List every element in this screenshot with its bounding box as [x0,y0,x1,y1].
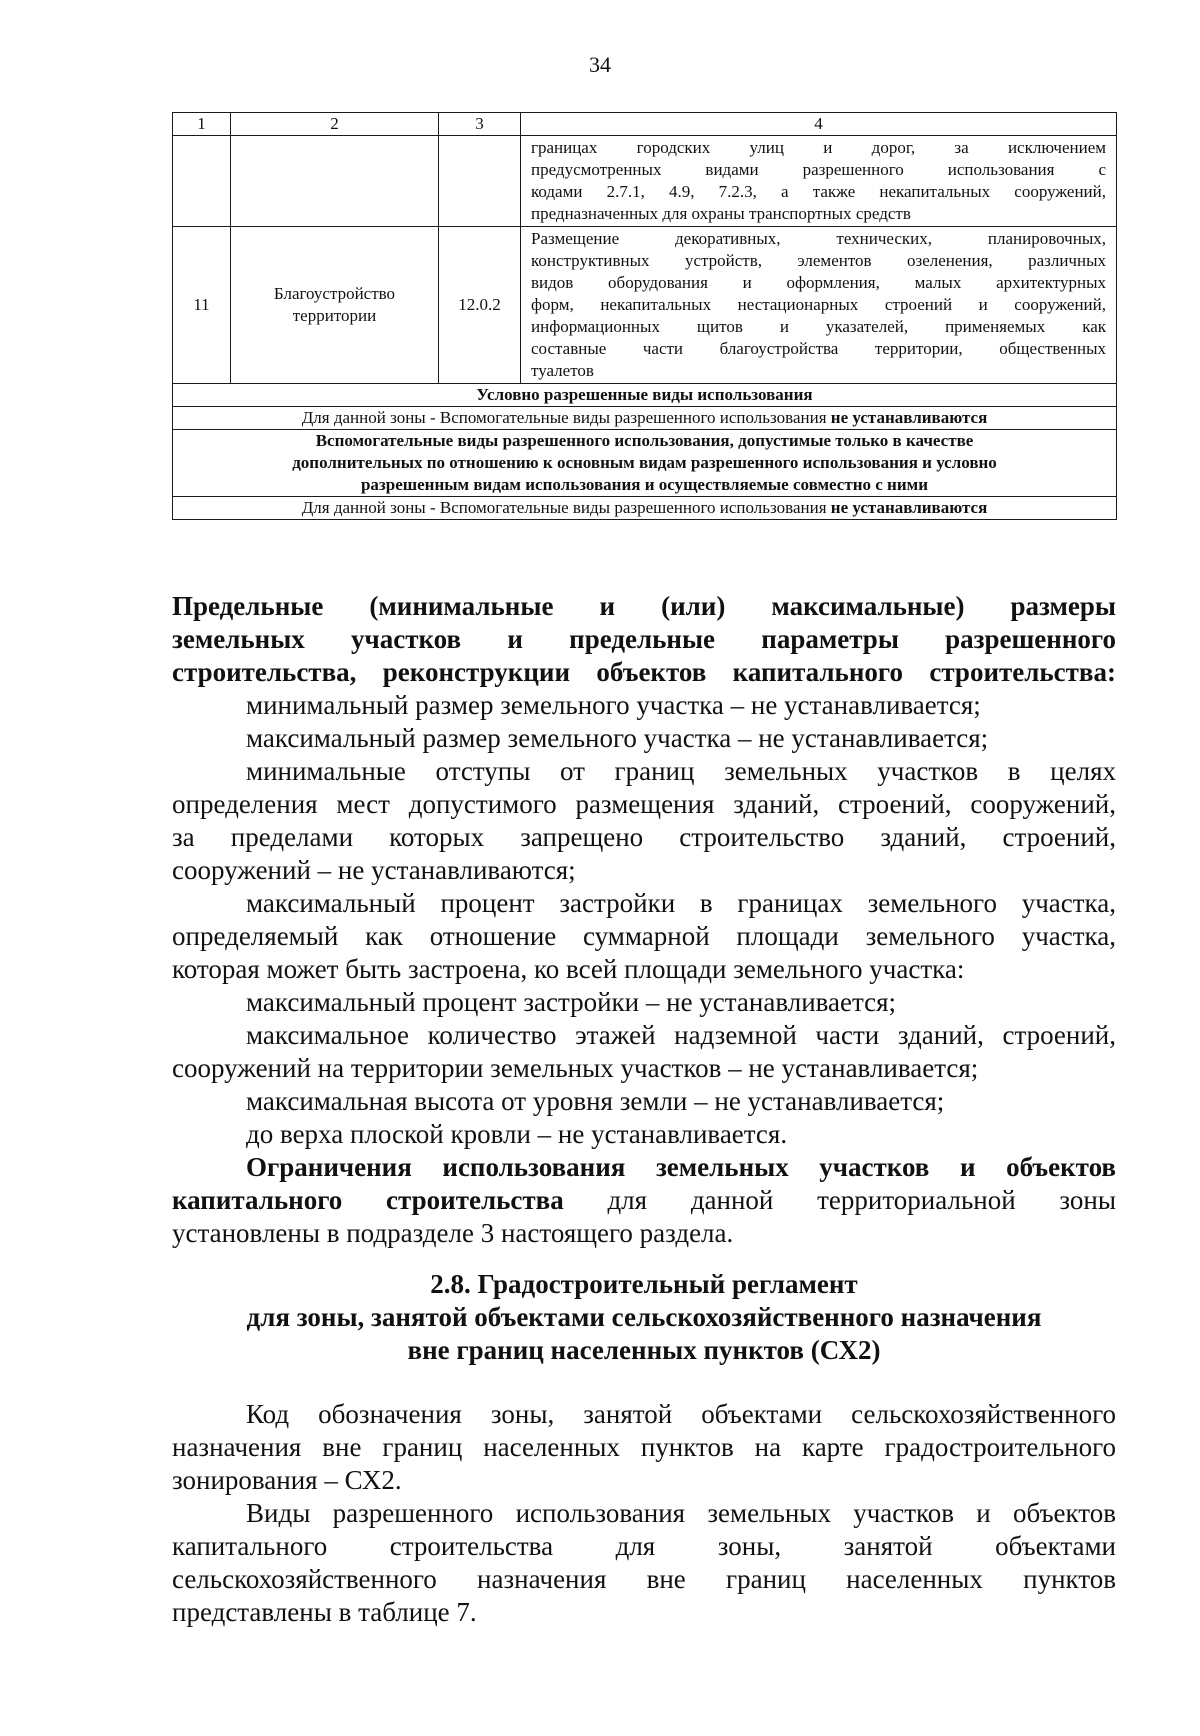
note-emphasis: не устанавливаются [830,498,988,517]
desc-line: составные части благоустройства территории, общественных [531,339,1106,358]
cell-description [521,227,1117,384]
zone-code-line: Код обозначения зоны, занятой объектами сельскохозяйственного [246,1399,1116,1429]
desc-line: видов оборудования и оформления, малых архитектурных [531,273,1106,292]
setbacks-line: минимальные отступы от границ земельных участков в целях [246,756,1116,786]
zone-code-line: назначения вне границ населенных пунктов на карте градостроительного [172,1432,1116,1462]
coverage-line: которая может быть застроена, ко всей площади земельного участка: [172,954,965,984]
table-row-conditional-note [173,407,1117,430]
table-row-conditional-heading [173,384,1117,407]
limits-heading-line: строительства, реконструкции объектов капитального строительства: [172,657,1116,687]
auxiliary-note [173,497,1117,520]
desc-line: предусмотренных видами разрешенного использования с [531,160,1106,179]
table-header-row [173,113,1117,136]
desc-line: кодами 2.7.1, 4.9, 7.2.3, а также некапитальных сооружений, [531,182,1106,201]
header-col-4: 4 [521,113,1117,136]
cell-empty [173,136,231,227]
restrictions-emphasis: капитального строительства [172,1185,564,1215]
table-row-continued [173,136,1117,227]
floors-line: сооружений на территории земельных участков – не устанавливается; [172,1053,979,1083]
page-number: 34 [589,52,611,77]
cell-empty [439,136,521,227]
zone-code-line: зонирования – СХ2. [172,1465,402,1495]
auxiliary-heading-line: Вспомогательные виды разрешенного использования, допустимые только в качестве [315,431,974,450]
cell-use-code: 12.0.2 [439,227,521,384]
desc-line: Размещение декоративных, технических, планировочных, [531,229,1106,248]
usage-types-line: Виды разрешенного использования земельных участков и объектов [246,1498,1116,1528]
conditional-note [173,407,1117,430]
coverage-value: максимальный процент застройки – не устанавливается; [246,987,897,1017]
desc-line: информационных щитов и указателей, применяемых как [531,317,1106,336]
header-col-3: 3 [439,113,521,136]
section-title-line: вне границ населенных пунктов (СХ2) [407,1335,881,1365]
coverage-line: определяемый как отношение суммарной площади земельного участка, [172,921,1116,951]
height-value: максимальная высота от уровня земли – не устанавливается; [246,1086,945,1116]
use-name-line: территории [292,306,377,325]
setbacks-line: сооружений – не устанавливаются; [172,855,576,885]
use-name-line: Благоустройство [273,284,396,303]
setbacks-line: за пределами которых запрещено строительство зданий, строений, [172,822,1116,852]
restrictions-text: для данной территориальной зоны [563,1185,1116,1215]
note-text: Для данной зоны - Вспомогательные виды разрешенного использования [301,408,831,427]
section-title [172,1268,1116,1367]
usage-types-line: сельскохозяйственного назначения вне границ населенных пунктов [172,1564,1116,1594]
cell-use-name [231,227,439,384]
setbacks-line: определения мест допустимого размещения зданий, строений, сооружений, [172,789,1116,819]
table-row-11 [173,227,1117,384]
limits-heading-line: Предельные (минимальные и (или) максимальные) размеры [172,591,1116,621]
limits-heading-line: земельных участков и предельные параметры разрешенного [172,624,1116,654]
table-row-auxiliary-note [173,497,1117,520]
auxiliary-heading-line: разрешенным видам использования и осуществляемые совместно с ними [360,475,929,494]
coverage-line: максимальный процент застройки в границах земельного участка, [246,888,1116,918]
note-emphasis: не устанавливаются [830,408,988,427]
usage-types-line: капитального строительства для зоны, занятой объектами [172,1531,1116,1561]
section-title-line: для зоны, занятой объектами сельскохозяйственного назначения [246,1302,1042,1332]
roof-value: до верха плоской кровли – не устанавливается. [246,1119,788,1149]
limits-section [172,590,1116,1250]
conditional-heading: Условно разрешенные виды использования [173,384,1117,407]
desc-line: предназначенных для охраны транспортных средств [531,204,911,223]
restrictions-line [172,1184,1116,1217]
auxiliary-heading-line: дополнительных по отношению к основным видам разрешенного использования и условно [292,453,997,472]
desc-line: границах городских улиц и дорог, за исключением [531,138,1106,157]
table-row-auxiliary-heading [173,430,1117,497]
section-body [172,1398,1116,1629]
cell-row-number: 11 [173,227,231,384]
section-title-line: 2.8. Градостроительный регламент [430,1269,858,1299]
restrictions-line: Ограничения использования земельных участков и объектов [246,1152,1116,1182]
restrictions-line: установлены в подразделе 3 настоящего раздела. [172,1218,734,1248]
auxiliary-heading [173,430,1117,497]
cell-empty [231,136,439,227]
desc-line: форм, некапитальных нестационарных строений и сооружений, [531,295,1106,314]
max-plot-size: максимальный размер земельного участка – не устанавливается; [246,723,989,753]
desc-line: конструктивных устройств, элементов озеленения, различных [531,251,1106,270]
zoning-table [172,112,1117,520]
note-text: Для данной зоны - Вспомогательные виды разрешенного использования [301,498,831,517]
header-col-2: 2 [231,113,439,136]
desc-line: туалетов [531,361,594,380]
usage-types-line: представлены в таблице 7. [172,1597,477,1627]
min-plot-size: минимальный размер земельного участка – не устанавливается; [246,690,981,720]
header-col-1: 1 [173,113,231,136]
floors-line: максимальное количество этажей надземной части зданий, строений, [246,1020,1116,1050]
cell-description [521,136,1117,227]
